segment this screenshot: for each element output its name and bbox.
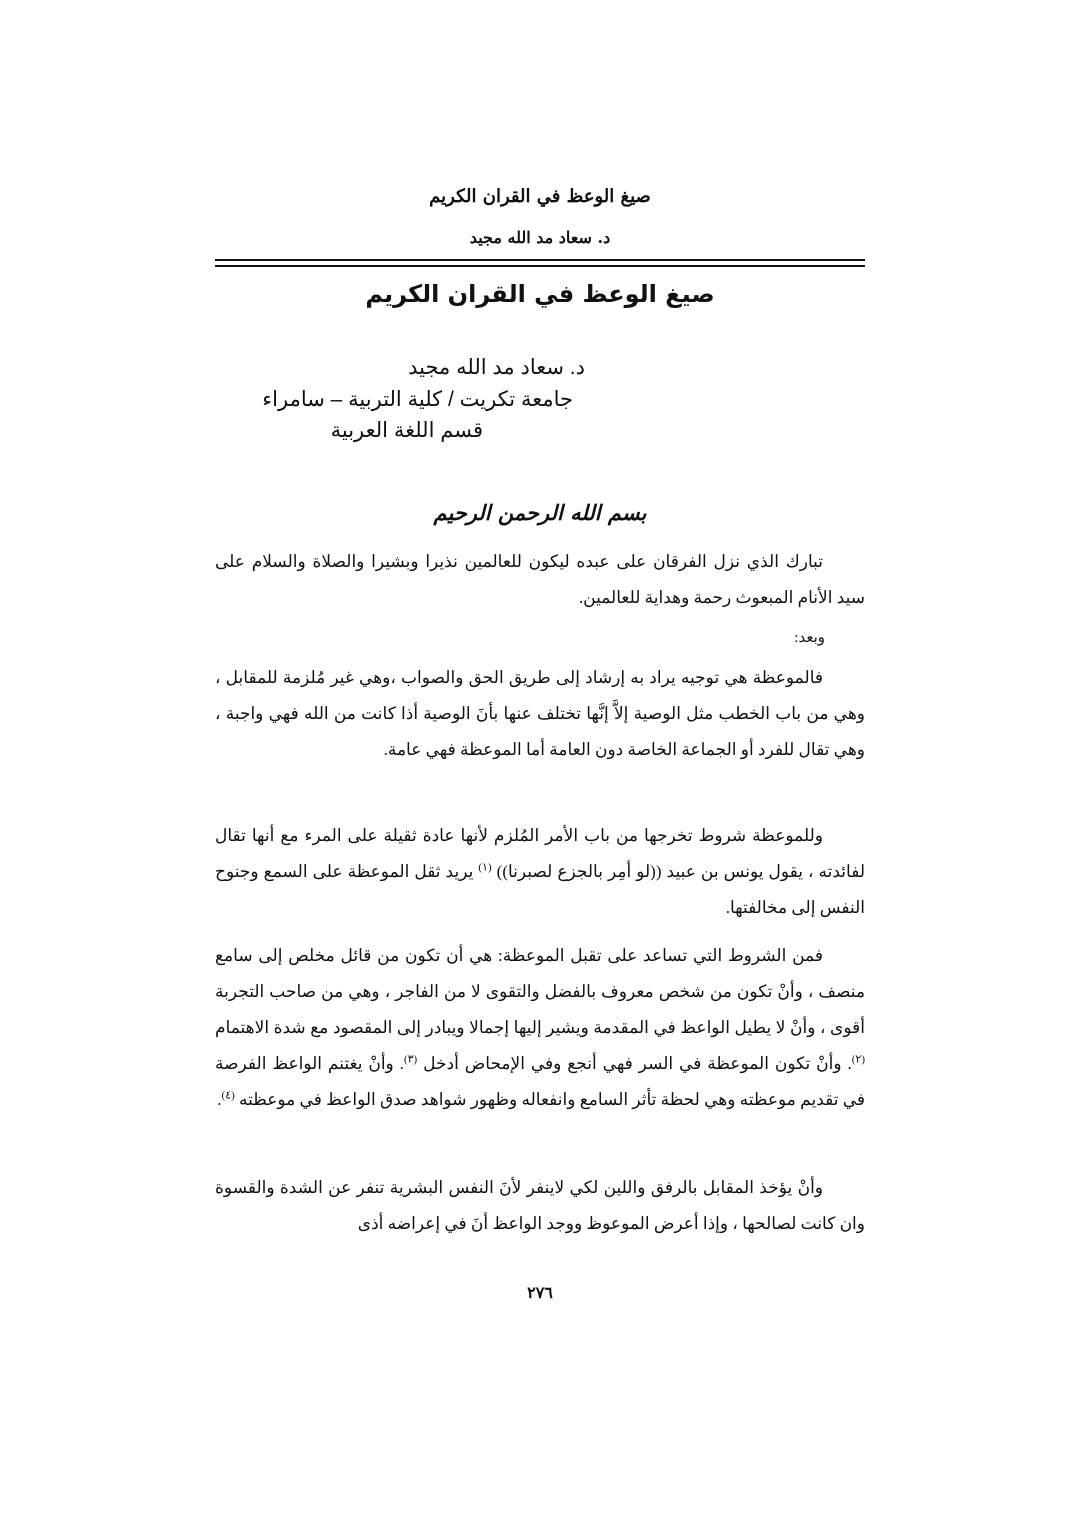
basmala: بسم الله الرحمن الرحيم: [433, 500, 647, 525]
article-title: صيغ الوعظ في القران الكريم: [365, 280, 715, 308]
paragraph-4-text-d: .: [217, 1090, 222, 1109]
paragraph-5: وأنْ يؤخذ المقابل بالرفق واللين لكي لاينفر لأنَ النفس البشرية تنفر عن الشدة والقسوة وان كانت لصالحها ، وإذا أعرض الموعوظ ووجد الواعظ أنَ في إعراضه أذى: [215, 1178, 865, 1233]
paragraph-3-text-a: وللموعظة شروط تخرجها من باب الأمر المُلزم لأنها عادة ثقيلة على المرء مع أنها تقال لفائدته ، يقول يونس بن عبيد ((لو أمِر بالجزع لصبرنا)): [215, 826, 865, 881]
author-university: جامعة تكريت / كلية التربية – سامراء: [262, 388, 573, 411]
paragraph-4-text-c: . وأنْ يغتنم الواعظ الفرصة في تقديم موعظته وهي لحظة تأثر السامع وانفعاله وظهور شواهد صدق الواعظ في موعظته: [215, 1054, 865, 1109]
paragraph-1: تبارك الذي نزل الفرقان على عبده ليكون للعالمين نذيرا وبشيرا والصلاة والسلام على سيد الأنام المبعوث رحمة وهداية للعالمين.: [215, 552, 865, 607]
paragraph-3-text-b: يريد ثقل الموعظة على السمع وجنوح النفس إلى مخالفتها.: [215, 862, 865, 917]
running-head-author: د. سعاد مد الله مجيد: [469, 228, 611, 247]
author-name: د. سعاد مد الله مجيد: [408, 356, 585, 379]
footnote-ref-3[interactable]: (٣): [403, 1053, 418, 1066]
paragraph-4-text-a: فمن الشروط التي تساعد على تقبل الموعظة: هي أن تكون من قائل مخلص إلى سامع منصف ، وأنْ تكون من شخص معروف بالفضل والتقوى لا من الفاجر ، وهي من صاحب التجربة أقوى ، وأنْ لا يطيل الواعظ في المقدمة ويشير إليها إجمالا ويبادر إلى المقصود مع شدة الاهتمام: [215, 946, 865, 1037]
header-rule-top: [215, 259, 865, 261]
footnote-ref-4[interactable]: (٤): [221, 1089, 235, 1102]
paragraph-4: [215, 938, 865, 1118]
wa-baad-heading: وبعد:: [794, 630, 825, 646]
header-rule-bottom: [215, 265, 865, 267]
footnote-ref-1[interactable]: (١): [478, 861, 492, 874]
paragraph-3: [215, 818, 865, 926]
paragraph-4-text-b: . وأنْ تكون الموعظة في السر فهي أنجع وفي الإمحاض أدخل: [423, 1054, 852, 1073]
paragraph-2: فالموعظة هي توجيه يراد به إرشاد إلى طريق الحق والصواب ،وهي غير مُلزمة للمقابل ، وهي من باب الخطب مثل الوصية إلاَّ إنَّها تختلف عنها بأنَ الوصية أذا كانت من الله فهي واجبة ، وهي تقال للفرد أو الجماعة الخاصة دون العامة أما الموعظة فهي عامة.: [215, 668, 865, 759]
author-department: قسم اللغة العربية: [330, 419, 483, 442]
page-number: ٢٧٦: [527, 1283, 553, 1302]
running-head-title: صيغ الوعظ في القران الكريم: [429, 186, 651, 207]
footnote-ref-2[interactable]: (٢): [851, 1053, 866, 1066]
